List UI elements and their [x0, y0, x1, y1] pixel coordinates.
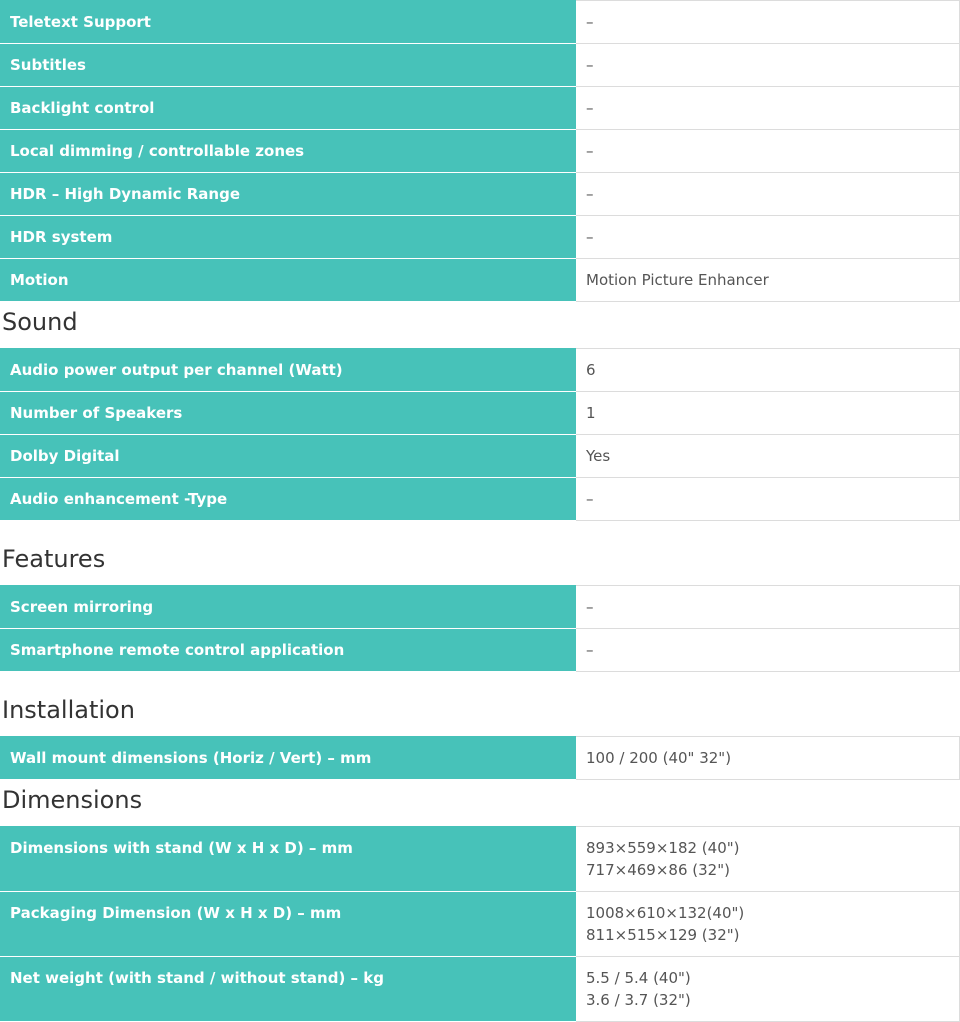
spec-value-line: – [586, 228, 594, 246]
spec-label: Wall mount dimensions (Horiz / Vert) – mm [0, 737, 576, 780]
spec-value-line: 100 / 200 (40" 32") [586, 749, 732, 767]
spec-section-installation [0, 698, 960, 780]
spec-label: Backlight control [0, 87, 576, 130]
spec-value-line: – [586, 56, 594, 74]
spec-label: Teletext Support [0, 1, 576, 44]
section-title: Features [2, 545, 106, 573]
spec-label: Smartphone remote control application [0, 629, 576, 672]
spec-row [0, 827, 960, 892]
spec-row [0, 216, 960, 259]
spec-value-line: – [586, 142, 594, 160]
spec-row [0, 957, 960, 1022]
spec-value-line: Motion Picture Enhancer [586, 271, 769, 289]
spec-row [0, 435, 960, 478]
spec-label: HDR – High Dynamic Range [0, 173, 576, 216]
spec-section-display [0, 0, 960, 302]
spec-value [576, 259, 960, 302]
spec-label: Audio power output per channel (Watt) [0, 349, 576, 392]
spec-label: Packaging Dimension (W x H x D) – mm [0, 892, 576, 957]
spec-value-line: – [586, 641, 594, 659]
spec-value-line: 1 [586, 404, 596, 422]
spec-value [576, 216, 960, 259]
spec-row [0, 1, 960, 44]
spec-label: Dolby Digital [0, 435, 576, 478]
spec-value [576, 130, 960, 173]
spec-value [576, 435, 960, 478]
spec-value-line: – [586, 99, 594, 117]
spec-value [576, 957, 960, 1022]
spec-label: Subtitles [0, 44, 576, 87]
spec-row [0, 892, 960, 957]
spec-value [576, 586, 960, 629]
spec-label: Motion [0, 259, 576, 302]
spec-value [576, 737, 960, 780]
spec-row [0, 349, 960, 392]
spec-value-line: 893×559×182 (40") [586, 839, 740, 857]
spec-row [0, 259, 960, 302]
spec-label: Number of Speakers [0, 392, 576, 435]
spec-value-line: 1008×610×132(40") [586, 904, 745, 922]
spec-section-sound [0, 310, 960, 521]
spec-value [576, 892, 960, 957]
spec-label: Dimensions with stand (W x H x D) – mm [0, 827, 576, 892]
spec-value-line: 717×469×86 (32") [586, 861, 730, 879]
spec-row [0, 478, 960, 521]
spec-table [0, 826, 960, 1022]
spec-table [0, 348, 960, 521]
spec-row [0, 737, 960, 780]
spec-table [0, 0, 960, 302]
spec-value-line: – [586, 598, 594, 616]
spec-label: Screen mirroring [0, 586, 576, 629]
spec-row [0, 173, 960, 216]
section-title: Dimensions [2, 786, 143, 814]
spec-value [576, 392, 960, 435]
spec-row [0, 629, 960, 672]
spec-value [576, 44, 960, 87]
spec-label: Net weight (with stand / without stand) – kg [0, 957, 576, 1022]
spec-section-features [0, 547, 960, 672]
spec-value-line: – [586, 185, 594, 203]
section-title: Installation [2, 696, 135, 724]
spec-value-line: 5.5 / 5.4 (40") [586, 969, 691, 987]
spec-value [576, 1, 960, 44]
spec-section-dimensions [0, 788, 960, 1022]
spec-value [576, 478, 960, 521]
spec-value-line: – [586, 490, 594, 508]
spec-value [576, 87, 960, 130]
spec-value-line: 6 [586, 361, 596, 379]
spec-table [0, 585, 960, 672]
spec-value [576, 349, 960, 392]
spec-value-line: – [586, 13, 594, 31]
spec-row [0, 586, 960, 629]
spec-row [0, 130, 960, 173]
spec-row [0, 44, 960, 87]
spec-value-line: 811×515×129 (32") [586, 926, 740, 944]
spec-value-line: 3.6 / 3.7 (32") [586, 991, 691, 1009]
spec-row [0, 87, 960, 130]
spec-label: Local dimming / controllable zones [0, 130, 576, 173]
spec-value [576, 173, 960, 216]
spec-value-line: Yes [586, 447, 611, 465]
spec-table [0, 736, 960, 780]
section-title: Sound [2, 308, 78, 336]
spec-label: HDR system [0, 216, 576, 259]
spec-value [576, 629, 960, 672]
spec-label: Audio enhancement -Type [0, 478, 576, 521]
spec-value [576, 827, 960, 892]
spec-row [0, 392, 960, 435]
